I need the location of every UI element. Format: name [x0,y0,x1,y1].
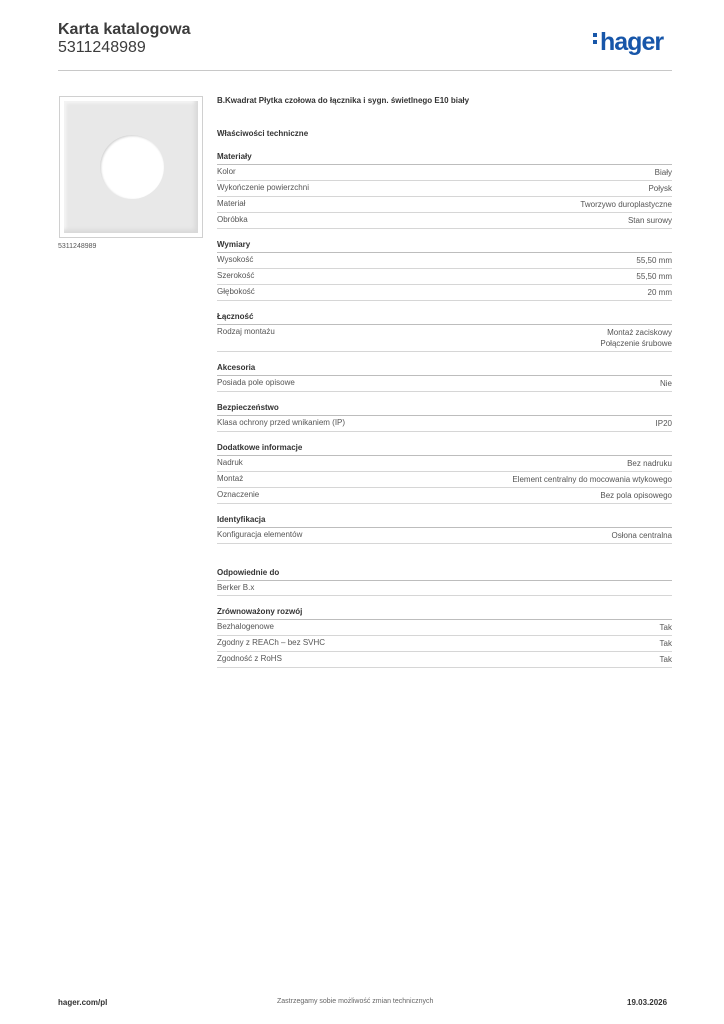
spec-value-line: Nie [659,379,672,388]
spec-value-line: Element centralny do mocowania wtykowego [512,475,672,484]
spec-label: Kolor [217,167,236,176]
spec-value-line: Bez pola opisowego [600,491,672,500]
spec-section [217,312,672,352]
spec-row [217,165,672,181]
spec-row [217,488,672,504]
page-title: Karta katalogowa [58,21,191,38]
spec-row [217,620,672,636]
spec-row [217,528,672,544]
spec-row [217,269,672,285]
spec-value [512,474,672,485]
spec-label: Oznaczenie [217,490,260,499]
spec-value [612,530,672,541]
footer-date: 19.03.2026 [627,998,668,1007]
spec-value [628,215,672,226]
section-title: Bezpieczeństwo [217,403,672,416]
spec-value-line: Montaż zaciskowy [607,328,672,337]
logo-dots-icon [593,33,598,47]
spec-value-line: Tworzywo duroplastyczne [580,200,672,209]
section-title: Akcesoria [217,363,672,376]
spec-section [217,152,672,229]
spec-label: Posiada pole opisowe [217,378,295,387]
spec-value-line: 20 mm [647,288,672,297]
hager-logo [593,28,663,57]
spec-label: Obróbka [217,215,248,224]
spec-value [648,183,672,194]
section-title: Wymiary [217,240,672,253]
spec-label: Zgodność z RoHS [217,653,282,663]
spec-section [217,568,672,596]
section-title: Odpowiednie do [217,568,672,581]
spec-section [217,363,672,392]
spec-value [660,638,672,649]
logo-text: hager [600,28,664,56]
spec-row [217,472,672,488]
spec-value [636,271,672,282]
spec-label: Wysokość [217,255,254,264]
spec-row [217,181,672,197]
product-title: B.Kwadrat Płytka czołowa do łącznika i sygn. świetlnego E10 biały [217,96,470,105]
spec-value-line: 55,50 mm [636,272,672,281]
spec-label: Wykończenie powierzchni [217,183,309,192]
spec-value [600,327,672,349]
plate-center-hole [100,135,164,199]
spec-value-line: Stan surowy [627,216,672,225]
spec-section [217,403,672,432]
section-title: Zrównoważony rozwój [217,607,672,620]
technical-properties-heading: Właściwości techniczne [217,129,309,138]
spec-label: Berker B.x [217,583,255,592]
spec-value-line: Biały [654,168,672,177]
spec-section [217,443,672,504]
spec-row [217,581,672,596]
spec-label: Klasa ochrony przed wnikaniem (IP) [217,418,346,427]
spec-value [600,490,672,501]
spec-label: Rodzaj montażu [217,327,275,336]
spec-section [217,240,672,301]
spec-label: Materiał [217,199,246,208]
spec-value [660,622,672,633]
spec-value [627,458,672,469]
spec-label: Zgodny z REACh – bez SVHC [217,637,326,647]
spec-row [217,325,672,352]
spec-row [217,636,672,652]
spec-row [217,376,672,392]
spec-row [217,416,672,432]
spec-row [217,197,672,213]
footer-disclaimer: Zastrzegamy sobie możliwość zmian technicznych [277,998,434,1005]
section-title: Materiały [217,152,672,165]
spec-label: Szerokość [217,271,255,280]
spec-label: Nadruk [217,458,243,467]
header-divider [58,70,672,71]
spec-value-line: Bez nadruku [627,459,672,468]
spec-value-line: Osłona centralna [611,531,672,540]
spec-section [217,515,672,544]
spec-label: Konfiguracja elementów [217,530,303,539]
spec-value [660,654,672,665]
spec-value-line: Połączenie śrubowe [600,339,672,348]
spec-row [217,253,672,269]
spec-value [656,418,672,429]
spec-label: Bezhalogenowe [217,621,274,631]
spec-value-line: IP20 [655,419,672,428]
spec-row [217,456,672,472]
spec-sections [217,152,672,668]
spec-value-line: Tak [659,638,672,648]
spec-value [648,287,672,298]
section-title: Dodatkowe informacje [217,443,672,456]
spec-row [217,652,672,668]
spec-value [655,167,672,178]
spec-value [636,255,672,266]
spec-value-line: Tak [659,622,672,632]
spec-value-line: 55,50 mm [636,256,672,265]
image-caption: 5311248989 [58,243,97,250]
section-title: Łączność [217,312,672,325]
spec-value-line: Tak [659,654,672,664]
cover-plate-shape [64,101,198,233]
spec-section [217,607,672,668]
section-title: Identyfikacja [217,515,672,528]
spec-panel [217,96,672,668]
product-image [59,96,203,238]
spec-label: Montaż [217,474,244,483]
footer-website: hager.com/pl [58,998,108,1007]
spec-label: Głębokość [217,287,255,296]
spec-row [217,213,672,229]
product-code: 5311248989 [58,39,146,56]
spec-value-line: Połysk [648,184,672,193]
spec-value [660,378,672,389]
spec-value [580,199,672,210]
spec-row [217,285,672,301]
